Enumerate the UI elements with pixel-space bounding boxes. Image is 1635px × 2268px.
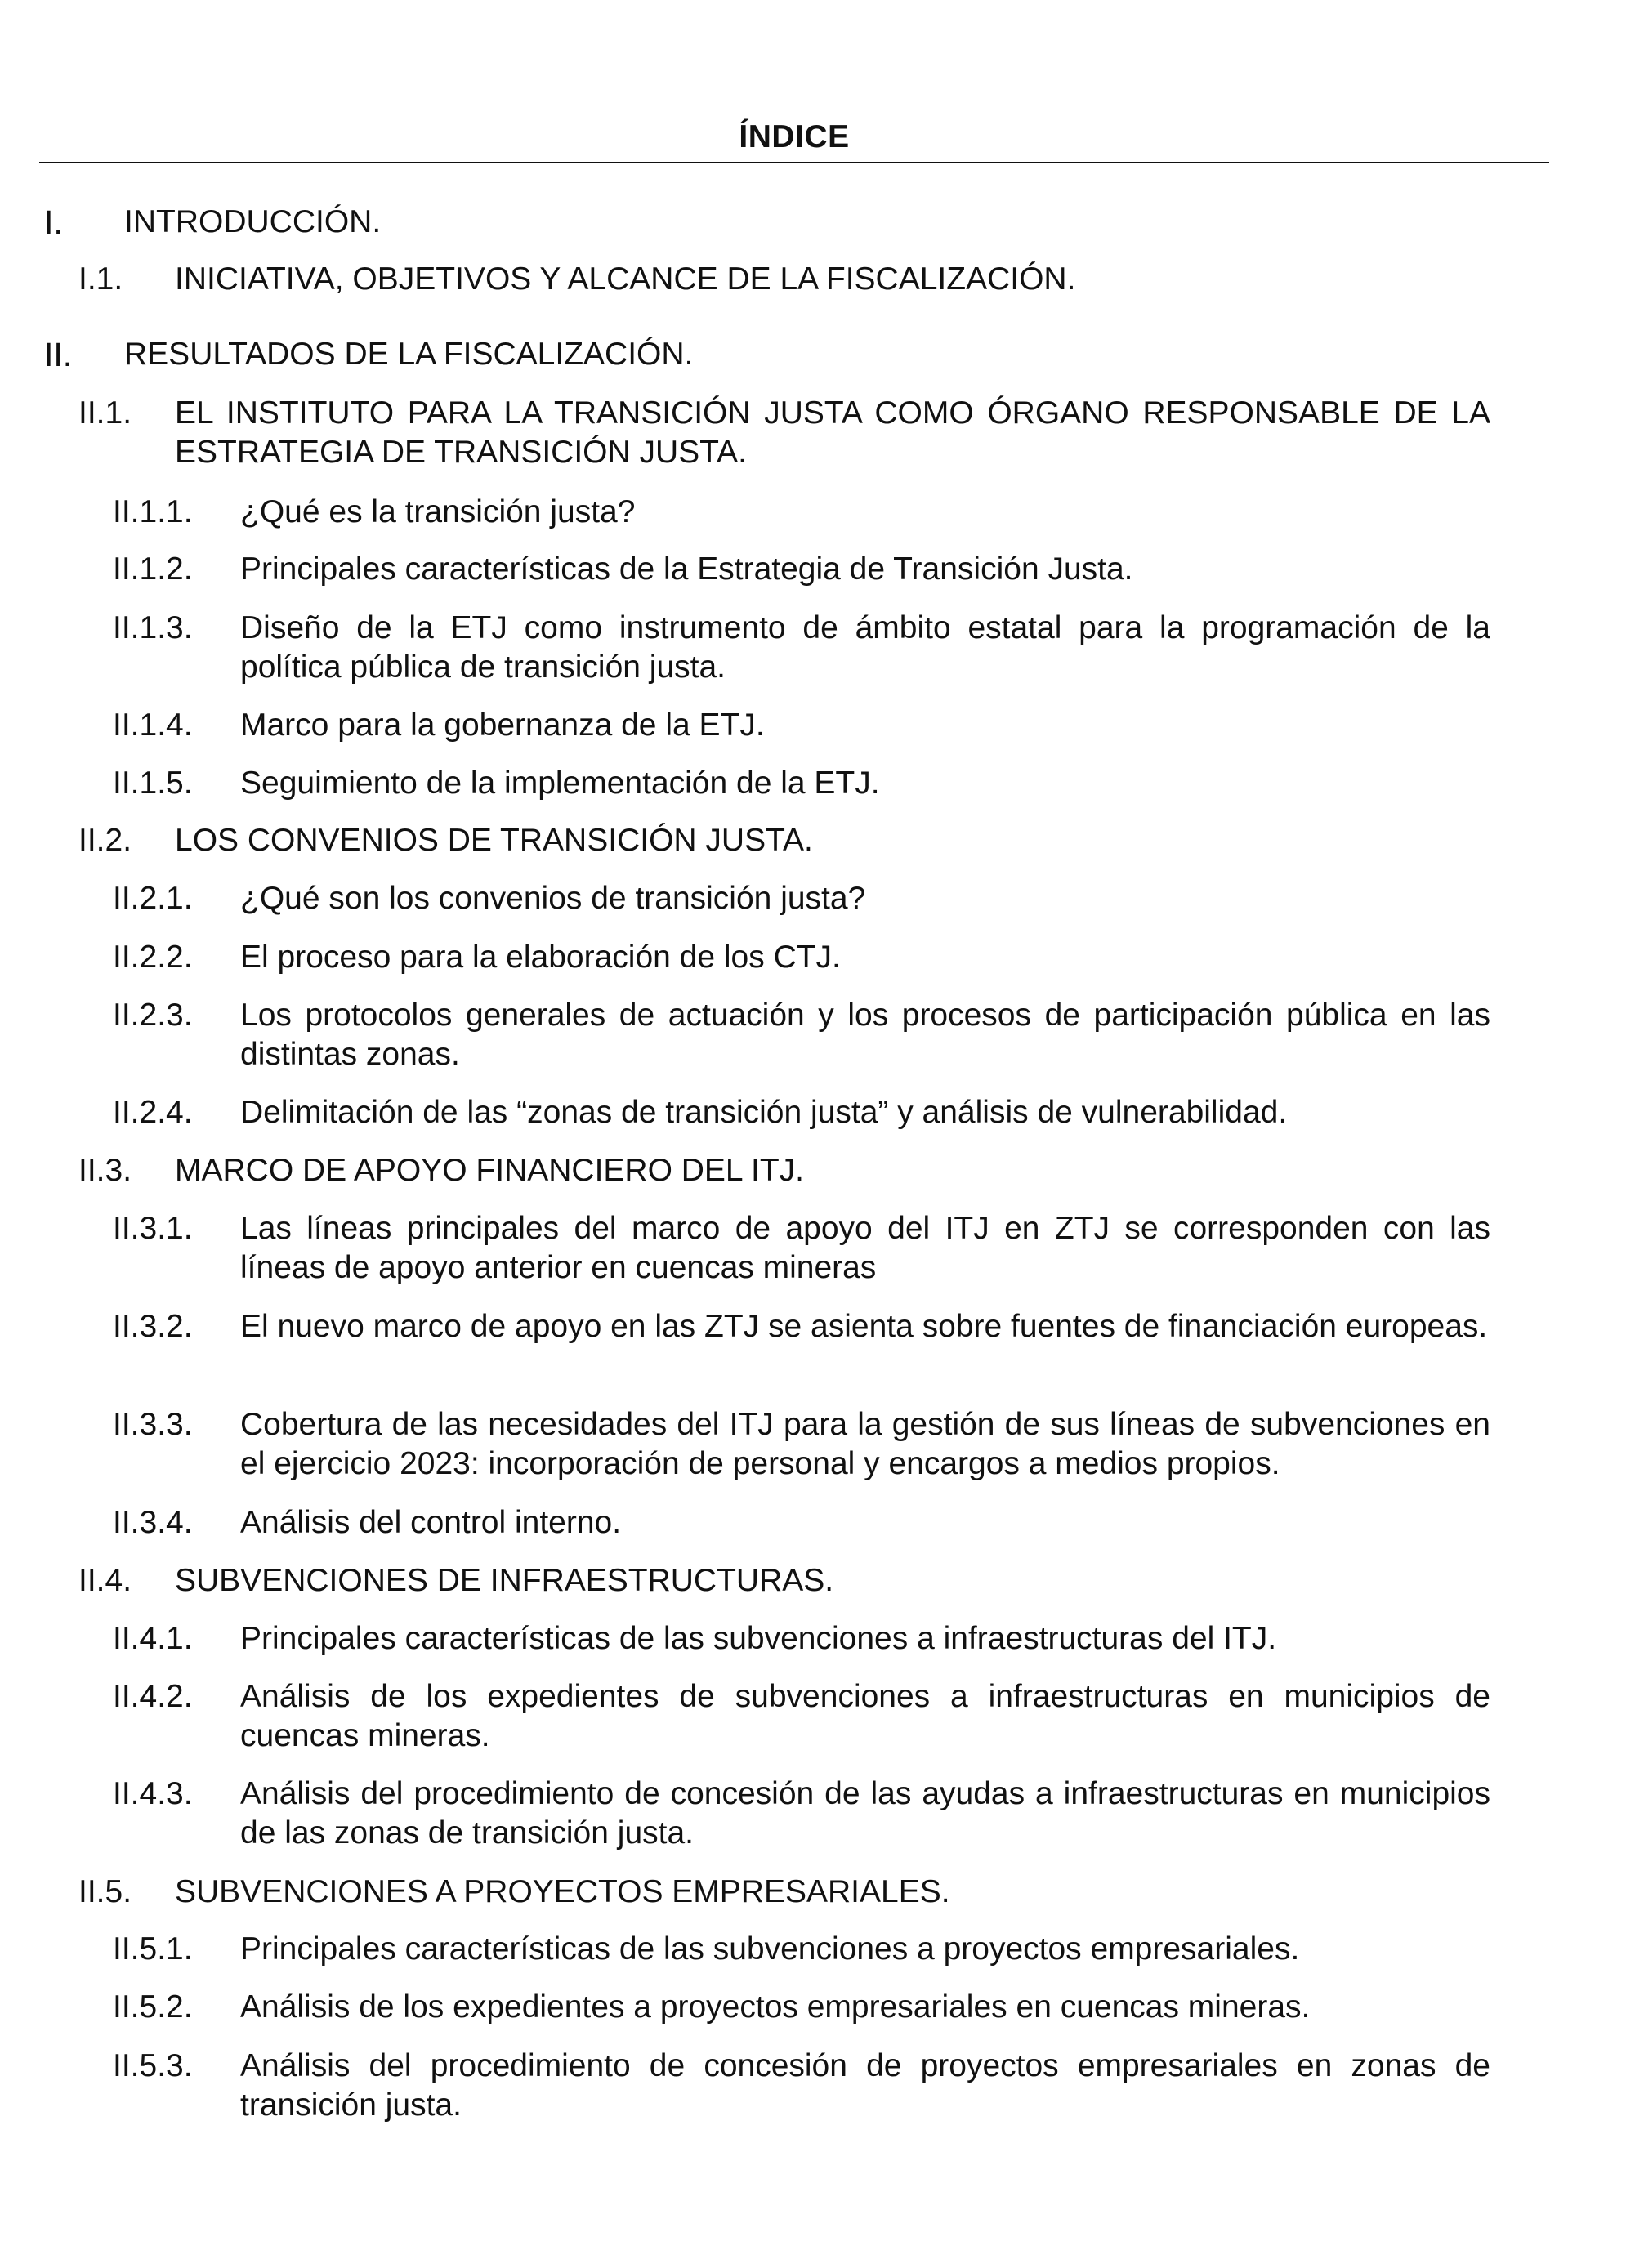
- toc-number: II.1.1.: [113, 494, 193, 529]
- toc-entry-II-3-2[interactable]: [113, 1307, 1490, 1346]
- toc-number: II.2.3.: [113, 998, 193, 1033]
- toc-number: II.1.2.: [113, 551, 193, 587]
- toc-text: Marco para la gobernanza de la ETJ.: [240, 708, 765, 743]
- toc-entry-II-5-1[interactable]: [113, 1930, 1490, 1969]
- toc-number: II.3.1.: [113, 1211, 193, 1246]
- toc-text: Análisis de los expedientes de subvenciones a infraestructuras en municipios de cuencas mineras.: [240, 1679, 1490, 1753]
- toc-number: II.1.: [78, 395, 132, 431]
- toc-text: Los protocolos generales de actuación y los procesos de participación pública en las distintas zonas.: [240, 998, 1490, 1072]
- toc-text: Delimitación de las “zonas de transición justa” y análisis de vulnerabilidad.: [240, 1095, 1288, 1130]
- toc-entry-II-4-2[interactable]: [113, 1677, 1490, 1756]
- toc-entry-II-1-3[interactable]: [113, 609, 1490, 687]
- toc-number: II.1.5.: [113, 766, 193, 801]
- toc-entry-II-1-2[interactable]: [113, 550, 1490, 589]
- toc-text: Análisis de los expedientes a proyectos empresariales en cuencas mineras.: [240, 1989, 1311, 2025]
- toc-entry-I[interactable]: [44, 203, 1490, 242]
- toc-number: II.4.2.: [113, 1679, 193, 1714]
- toc-number: II.1.4.: [113, 708, 193, 743]
- toc-number: II.3.: [78, 1153, 132, 1188]
- page-title: ÍNDICE: [739, 119, 850, 154]
- toc-entry-II-2-2[interactable]: [113, 938, 1490, 977]
- toc-entry-II-3-3[interactable]: [113, 1405, 1490, 1484]
- toc-number: II.: [44, 336, 73, 373]
- toc-entry-I-1[interactable]: [78, 260, 1490, 299]
- toc-entry-II-3-4[interactable]: [113, 1503, 1490, 1543]
- toc-entry-II-5-3[interactable]: [113, 2047, 1490, 2125]
- toc-number: II.1.3.: [113, 610, 193, 645]
- toc-entry-II-4-3[interactable]: [113, 1775, 1490, 1853]
- toc-entry-II-1-4[interactable]: [113, 706, 1490, 745]
- toc-number: I.1.: [78, 261, 123, 297]
- toc-entry-II[interactable]: [44, 335, 1490, 374]
- toc-text: Análisis del procedimiento de concesión de las ayudas a infraestructuras en municipios de las zonas de transición justa.: [240, 1776, 1490, 1851]
- toc-text: Principales características de las subvenciones a proyectos empresariales.: [240, 1931, 1300, 1967]
- toc-entry-II-2[interactable]: [78, 821, 1490, 860]
- toc-text: LOS CONVENIOS DE TRANSICIÓN JUSTA.: [175, 823, 813, 858]
- toc-number: II.3.3.: [113, 1407, 193, 1442]
- toc-number: I.: [44, 203, 63, 241]
- toc-entry-II-3-1[interactable]: [113, 1209, 1490, 1288]
- toc-text: ¿Qué es la transición justa?: [240, 494, 636, 529]
- toc-text: INTRODUCCIÓN.: [124, 204, 382, 239]
- toc-number: II.4.3.: [113, 1776, 193, 1811]
- toc-entry-II-5-2[interactable]: [113, 1988, 1490, 2027]
- toc-entry-II-4-1[interactable]: [113, 1619, 1490, 1659]
- toc-number: II.5.: [78, 1874, 132, 1909]
- toc-number: II.2.: [78, 823, 132, 858]
- toc-number: II.4.1.: [113, 1621, 193, 1656]
- toc-text: Diseño de la ETJ como instrumento de ámbito estatal para la programación de la política pública de transición justa.: [240, 610, 1490, 685]
- toc-text: MARCO DE APOYO FINANCIERO DEL ITJ.: [175, 1153, 805, 1188]
- toc-text: El proceso para la elaboración de los CTJ.: [240, 940, 841, 975]
- title-underline: [39, 162, 1549, 163]
- toc-text: EL INSTITUTO PARA LA TRANSICIÓN JUSTA COMO ÓRGANO RESPONSABLE DE LA ESTRATEGIA DE TRANSICIÓN JUSTA.: [175, 395, 1490, 470]
- toc-text: Cobertura de las necesidades del ITJ para la gestión de sus líneas de subvenciones en el ejercicio 2023: incorporación de personal y encargos a medios propios.: [240, 1407, 1490, 1481]
- toc-number: II.2.1.: [113, 881, 193, 916]
- toc-entry-II-1-1[interactable]: [113, 493, 1490, 532]
- toc-text: Seguimiento de la implementación de la ETJ.: [240, 766, 880, 801]
- toc-number: II.3.4.: [113, 1505, 193, 1540]
- toc-text: SUBVENCIONES DE INFRAESTRUCTURAS.: [175, 1563, 834, 1598]
- toc-entry-II-4[interactable]: [78, 1561, 1490, 1601]
- toc-number: II.5.2.: [113, 1989, 193, 2025]
- toc-entry-II-1-5[interactable]: [113, 764, 1490, 803]
- toc-text: RESULTADOS DE LA FISCALIZACIÓN.: [124, 337, 694, 372]
- toc-text: Análisis del procedimiento de concesión de proyectos empresariales en zonas de transición justa.: [240, 2048, 1490, 2123]
- toc-text: Análisis del control interno.: [240, 1505, 622, 1540]
- toc-entry-II-2-4[interactable]: [113, 1093, 1490, 1132]
- toc-number: II.2.2.: [113, 940, 193, 975]
- toc-entry-II-2-1[interactable]: [113, 879, 1490, 918]
- toc-text: El nuevo marco de apoyo en las ZTJ se asienta sobre fuentes de financiación europeas.: [240, 1309, 1488, 1344]
- toc-number: II.5.1.: [113, 1931, 193, 1967]
- toc-number: II.4.: [78, 1563, 132, 1598]
- toc-text: Principales características de las subvenciones a infraestructuras del ITJ.: [240, 1621, 1277, 1656]
- toc-entry-II-1[interactable]: [78, 394, 1490, 472]
- toc-text: SUBVENCIONES A PROYECTOS EMPRESARIALES.: [175, 1874, 950, 1909]
- toc-entry-II-5[interactable]: [78, 1873, 1490, 1912]
- toc-number: II.3.2.: [113, 1309, 193, 1344]
- toc-entry-II-2-3[interactable]: [113, 996, 1490, 1074]
- toc-text: INICIATIVA, OBJETIVOS Y ALCANCE DE LA FISCALIZACIÓN.: [175, 261, 1076, 297]
- toc-text: Principales características de la Estrategia de Transición Justa.: [240, 551, 1133, 587]
- toc-entry-II-3[interactable]: [78, 1151, 1490, 1190]
- toc-number: II.2.4.: [113, 1095, 193, 1130]
- toc-number: II.5.3.: [113, 2048, 193, 2083]
- toc-text: ¿Qué son los convenios de transición justa?: [240, 881, 866, 916]
- toc-text: Las líneas principales del marco de apoyo del ITJ en ZTJ se corresponden con las líneas de apoyo anterior en cuencas mineras: [240, 1211, 1490, 1285]
